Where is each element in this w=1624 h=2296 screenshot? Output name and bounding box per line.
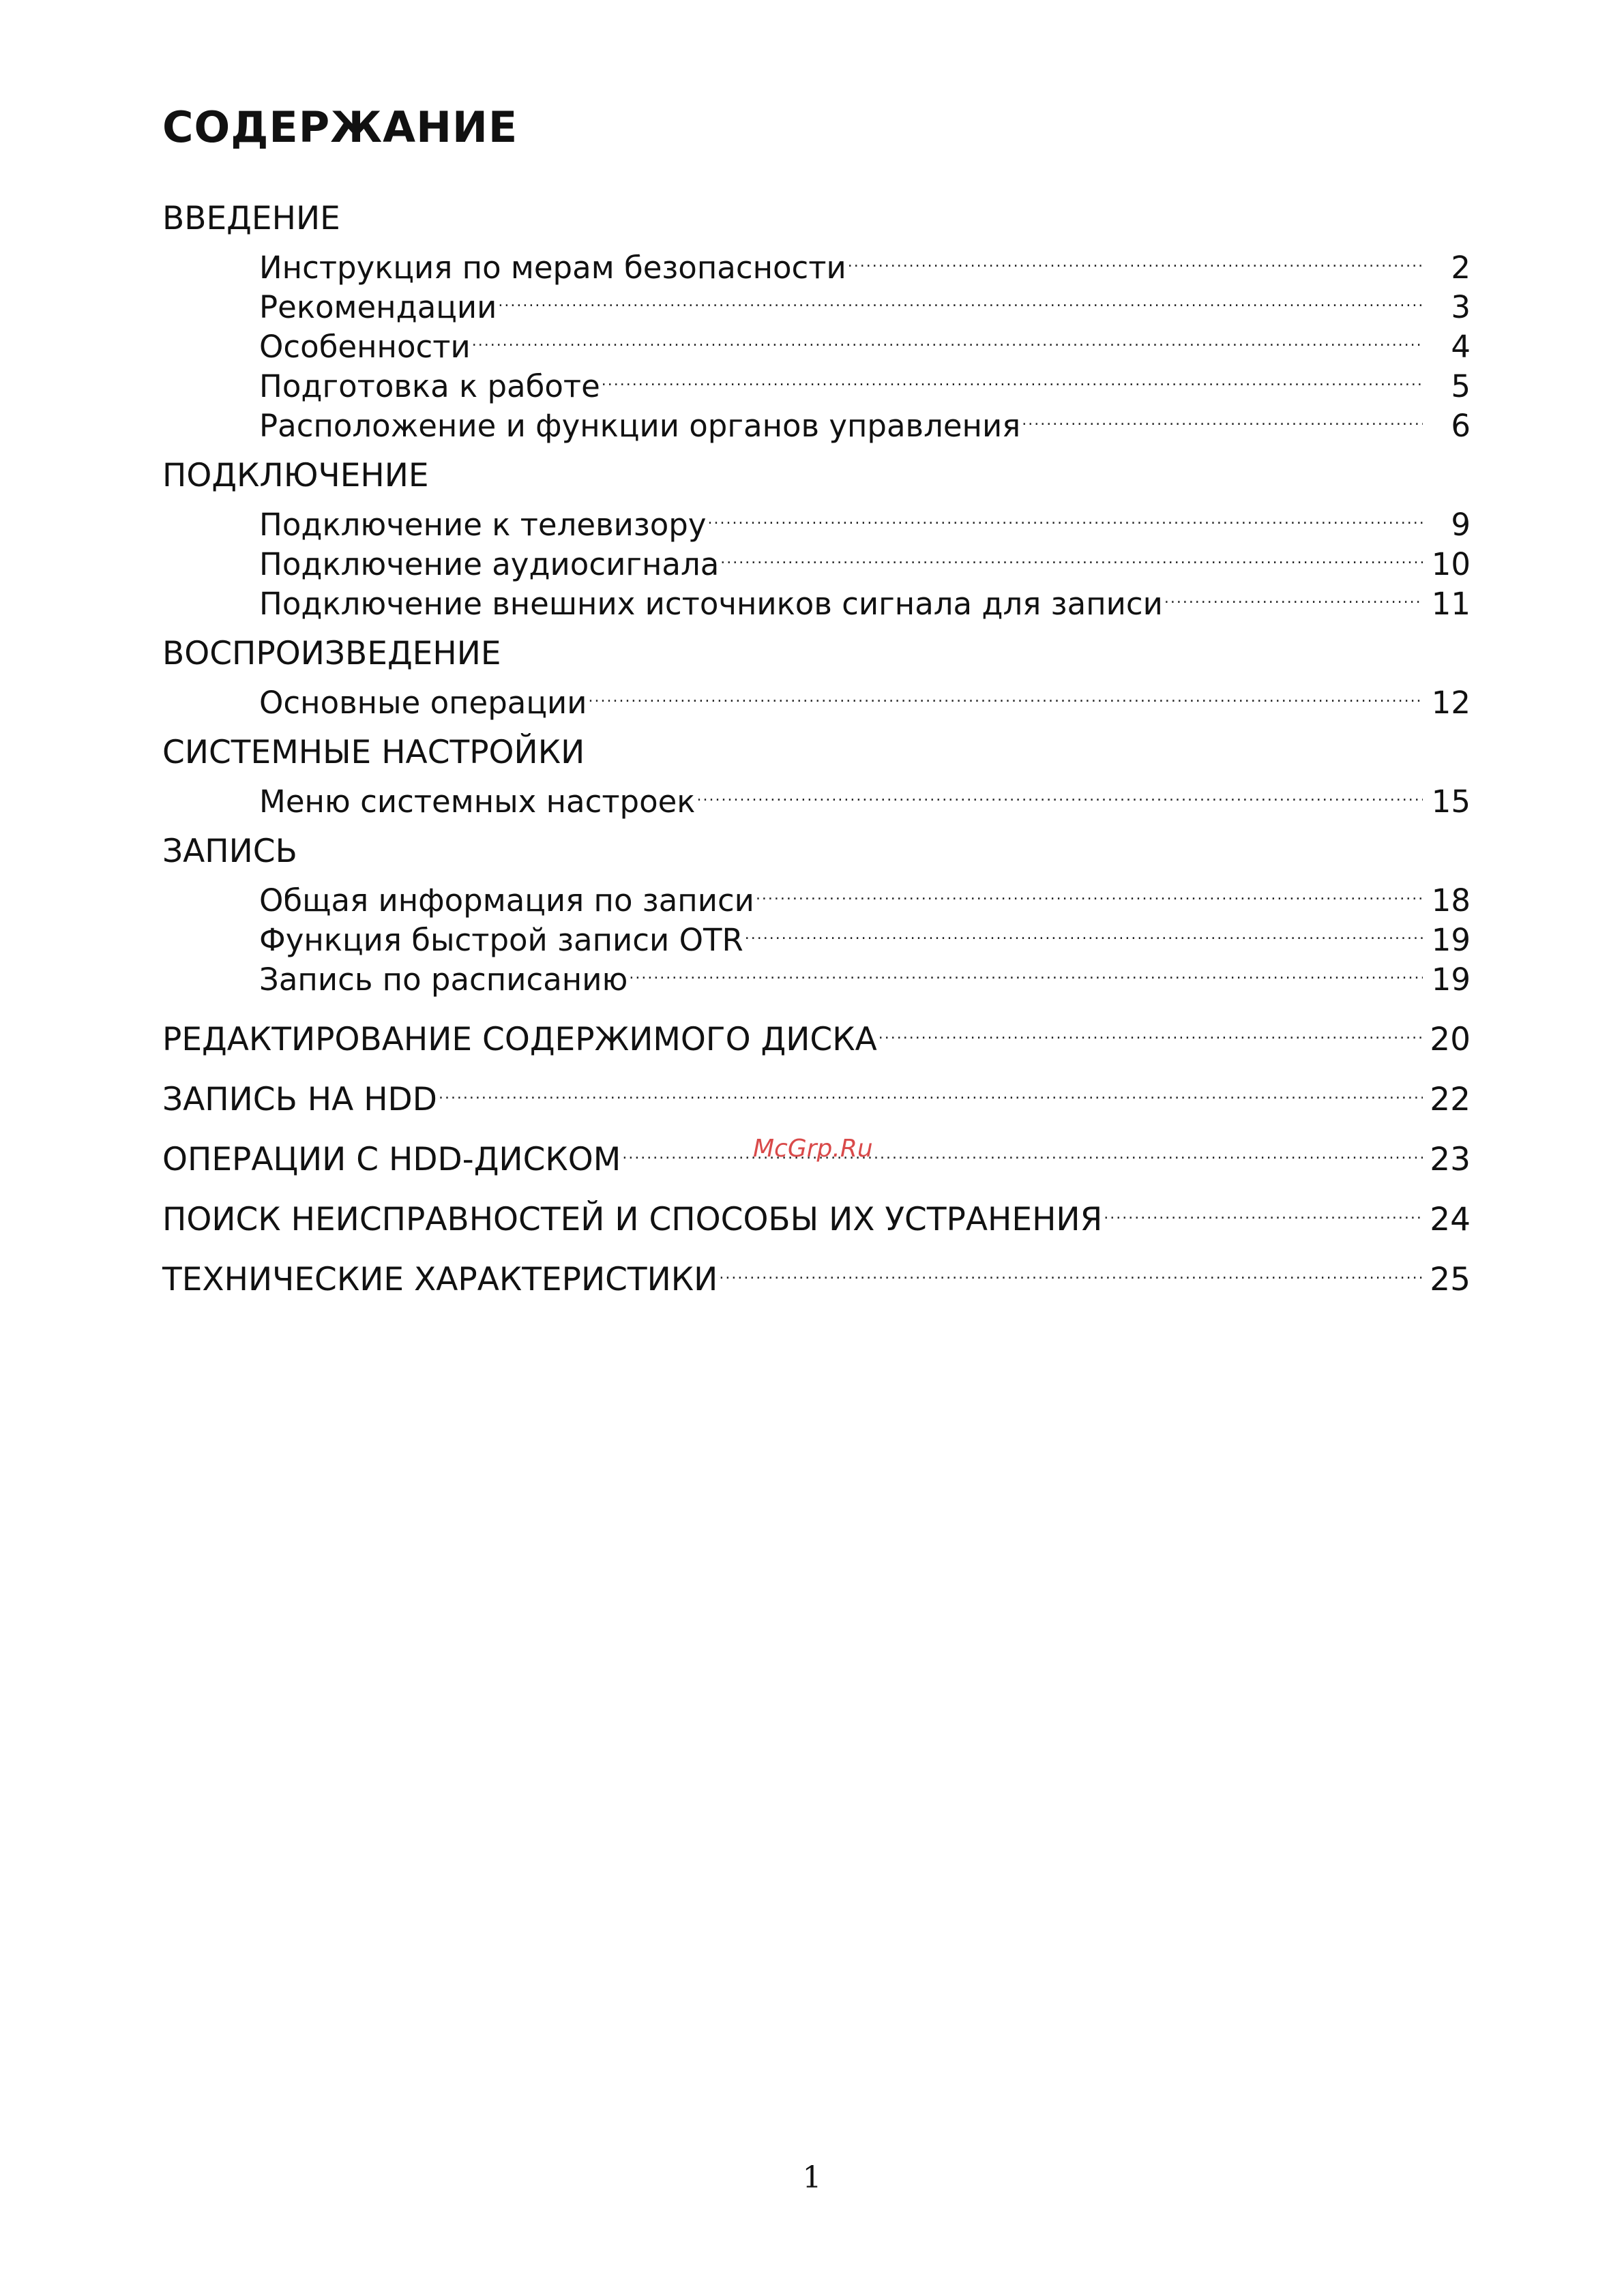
toc-section-system-settings [162, 733, 1471, 820]
entry-page-number: 10 [1431, 546, 1471, 582]
dot-leader [1164, 575, 1423, 614]
dot-leader [439, 1071, 1423, 1110]
dot-leader [720, 535, 1423, 575]
dot-leader [848, 239, 1423, 278]
dot-leader [1104, 1191, 1423, 1230]
toc-entry-top[interactable] [162, 1251, 1471, 1298]
entry-label: ЗАПИСЬ НА HDD [162, 1081, 437, 1118]
dot-leader [1022, 397, 1423, 436]
dot-leader [745, 911, 1423, 951]
dot-leader [879, 1011, 1423, 1050]
entry-page-number: 24 [1430, 1201, 1471, 1238]
entry-label: Меню системных настроек [259, 784, 696, 820]
dot-leader [629, 951, 1423, 990]
toc-entry[interactable] [162, 773, 1471, 820]
entry-page-number: 18 [1431, 882, 1471, 919]
dot-leader [719, 1251, 1423, 1290]
entry-label: Общая информация по записи [259, 882, 754, 919]
entry-label: ОПЕРАЦИИ С HDD-ДИСКОМ [162, 1141, 621, 1178]
page-number: 1 [802, 2160, 822, 2195]
toc-entry-top[interactable] [162, 1011, 1471, 1058]
entry-label: Подключение аудиосигнала [259, 546, 720, 582]
section-heading: ПОДКЛЮЧЕНИЕ [162, 457, 429, 494]
toc-section-playback [162, 634, 1471, 721]
entry-page-number: 22 [1430, 1081, 1471, 1118]
entry-page-number: 19 [1431, 922, 1471, 958]
toc-section-recording [162, 832, 1471, 998]
entry-label: Основные операции [259, 685, 587, 721]
section-heading: ЗАПИСЬ [162, 833, 297, 870]
toc-entry[interactable] [162, 496, 1471, 543]
entry-page-number: 15 [1431, 784, 1471, 820]
entry-label: Инструкция по мерам безопасности [259, 250, 846, 286]
entry-page-number: 3 [1451, 289, 1471, 325]
entry-page-number: 25 [1430, 1261, 1471, 1298]
toc-section-connection [162, 456, 1471, 622]
dot-leader [622, 1131, 1423, 1170]
toc-entry-top[interactable] [162, 1191, 1471, 1238]
watermark: McGrp.Ru [753, 1135, 873, 1163]
entry-page-number: 2 [1451, 250, 1471, 286]
entry-page-number: 11 [1431, 586, 1471, 622]
dot-leader [708, 496, 1423, 535]
entry-page-number: 6 [1451, 408, 1471, 444]
entry-label: Подключение внешних источников сигнала для записи [259, 586, 1163, 622]
entry-page-number: 9 [1451, 507, 1471, 543]
dot-leader [756, 871, 1423, 911]
entry-page-number: 4 [1451, 329, 1471, 365]
entry-page-number: 20 [1430, 1021, 1471, 1058]
dot-leader [472, 318, 1423, 357]
entry-label: Подготовка к работе [259, 368, 600, 404]
toc-entry[interactable] [162, 871, 1471, 919]
entry-label: Функция быстрой записи OTR [259, 922, 743, 958]
section-heading: СИСТЕМНЫЕ НАСТРОЙКИ [162, 734, 585, 771]
entry-label: Подключение к телевизору [259, 507, 707, 543]
entry-page-number: 5 [1451, 368, 1471, 404]
page-title: СОДЕРЖАНИЕ [162, 102, 518, 152]
toc-entry-top[interactable] [162, 1071, 1471, 1118]
entry-label: ТЕХНИЧЕСКИЕ ХАРАКТЕРИСТИКИ [162, 1261, 718, 1298]
section-heading: ВВЕДЕНИЕ [162, 200, 340, 237]
entry-label: Рекомендации [259, 289, 497, 325]
entry-label: РЕДАКТИРОВАНИЕ СОДЕРЖИМОГО ДИСКА [162, 1021, 877, 1058]
toc-section-introduction [162, 199, 1471, 444]
entry-label: Запись по расписанию [259, 961, 628, 998]
table-of-contents [162, 199, 1471, 1298]
entry-page-number: 19 [1431, 961, 1471, 998]
entry-label: ПОИСК НЕИСПРАВНОСТЕЙ И СПОСОБЫ ИХ УСТРАНЕНИЯ [162, 1201, 1103, 1238]
toc-entry[interactable] [162, 239, 1471, 286]
toc-entry[interactable] [162, 674, 1471, 721]
entry-label: Особенности [259, 329, 471, 365]
dot-leader [588, 674, 1423, 713]
dot-leader [602, 357, 1423, 397]
entry-page-number: 12 [1431, 685, 1471, 721]
section-heading: ВОСПРОИЗВЕДЕНИЕ [162, 635, 501, 672]
entry-label: Расположение и функции органов управления [259, 408, 1021, 444]
entry-page-number: 23 [1430, 1141, 1471, 1178]
dot-leader [697, 773, 1423, 812]
dot-leader [498, 278, 1423, 318]
